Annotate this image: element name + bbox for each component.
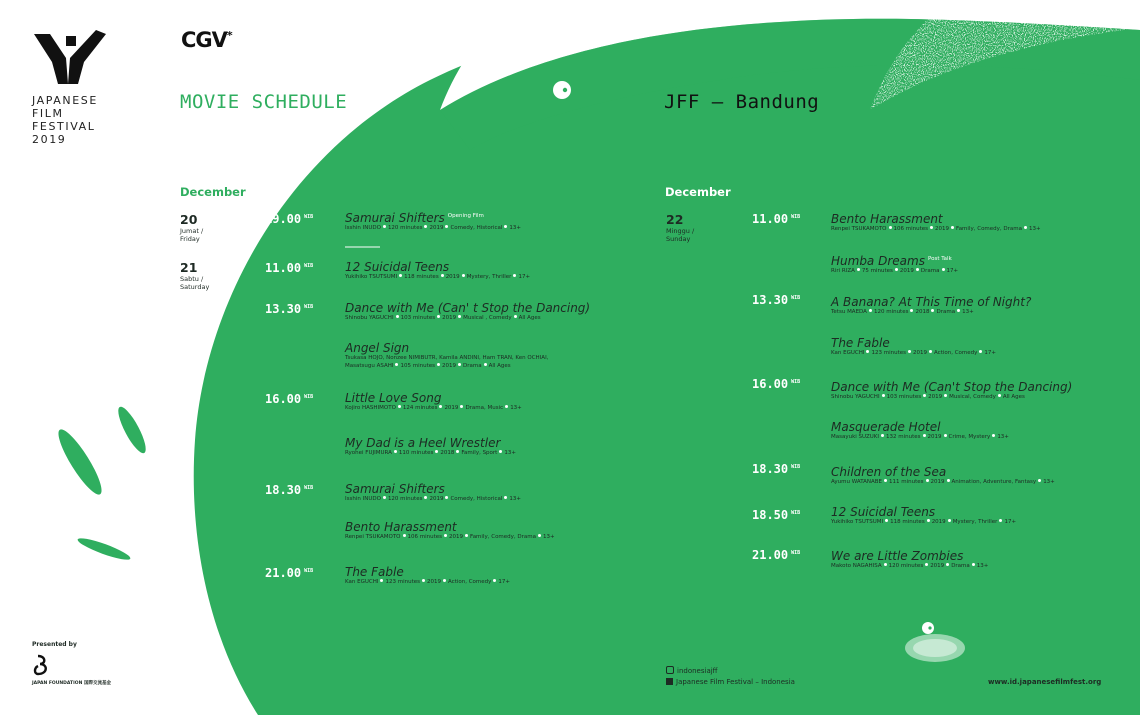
film-entry	[831, 254, 958, 276]
film-entry	[831, 295, 1031, 317]
cgv-brand: CGV	[181, 28, 227, 52]
film-entry	[831, 505, 1016, 527]
cgv-logo	[181, 28, 232, 52]
ball-top	[553, 81, 571, 99]
time-slot: 21.00 $^{WIB}$	[265, 566, 314, 580]
film-entry	[345, 301, 590, 323]
time-slot: 19.00 $^{WIB}$	[265, 212, 314, 226]
film-entry	[831, 420, 1009, 442]
film-meta: Renpei TSUKAMOTO 106 minutes 2019 Family, Comedy, Drama 13+	[345, 534, 555, 540]
right-month: December	[665, 185, 731, 199]
film-meta: Kan EGUCHI 123 minutes 2019 Action, Comedy 17+	[831, 350, 997, 356]
film-title: Little Love Song	[345, 391, 442, 405]
facebook-icon	[666, 678, 673, 685]
film-entry	[345, 436, 516, 458]
film-entry	[831, 336, 996, 358]
festival-line1: JAPANESE	[32, 94, 98, 107]
day-20	[180, 212, 203, 243]
film-title: A Banana? At This Time of Night?	[831, 295, 1032, 309]
film-entry	[345, 341, 548, 370]
film-meta: Yukihiko TSUTSUMI 118 minutes 2019 Mystery, Thriller 17+	[831, 519, 1017, 525]
festival-line3: FESTIVAL	[32, 120, 96, 133]
film-note: Post Talk	[927, 256, 952, 262]
left-month: December	[180, 185, 246, 199]
time-slot: 13.30 $^{WIB}$	[265, 302, 314, 316]
day-name: Jumat / Friday	[180, 227, 204, 243]
green-strokes	[52, 404, 150, 564]
film-title: We are Little Zombies	[831, 549, 964, 563]
page-title: MOVIE SCHEDULE	[180, 91, 348, 113]
time-slot: 18.30 $^{WIB}$	[752, 462, 801, 476]
film-note: Opening Film	[447, 213, 484, 219]
film-meta: Shinobu YAGUCHI 103 minutes 2019 Musical, Comedy All Ages	[831, 394, 1025, 400]
film-meta: Ayumu WATANABE 111 minutes 2019 Animation, Adventure, Fantasy 13+	[831, 479, 1055, 485]
time-slot: 13.30 $^{WIB}$	[752, 293, 801, 307]
film-title: Angel Sign	[345, 341, 410, 355]
film-entry	[831, 380, 1072, 402]
film-meta: Makoto NAGAHISA 120 minutes 2019 Drama 13+	[831, 563, 989, 569]
day-number: 20	[180, 212, 198, 227]
film-meta: Isshin INUDO 120 minutes 2019 Comedy, Historical 13+	[345, 225, 522, 231]
film-meta-directors: Tsukasa HOJO, Nonzee NIMIBUTR, Kamila ANDINI, Ham TRAN, Ken OCHIAI,	[345, 355, 549, 361]
website-link[interactable]: www.id.japanesefilmfest.org	[988, 678, 1102, 686]
film-entry	[831, 465, 1055, 487]
film-meta: Ryohei FUJIMURA 110 minutes 2018 Family, Sport 13+	[345, 450, 516, 456]
film-meta: Tetsu MAEDA 120 minutes 2018 Drama 13+	[831, 309, 974, 315]
film-meta: Riri RIZA 75 minutes 2019 Drama 17+	[831, 268, 959, 274]
jff-logo-icon	[32, 28, 112, 84]
film-title: Bento Harassment	[345, 520, 457, 534]
day-number: 21	[180, 260, 198, 275]
film-meta: Kan EGUCHI 123 minutes 2019 Action, Comedy 17+	[345, 579, 511, 585]
instagram-link[interactable]: indonesiajff	[666, 666, 718, 675]
film-title: 12 Suicidal Teens	[345, 260, 450, 274]
presenter-logo	[32, 654, 111, 686]
festival-line4: 2019	[32, 133, 67, 146]
presenter-name: JAPAN FOUNDATION 国際交流基金	[32, 681, 111, 686]
day-name: Minggu / Sunday	[666, 227, 695, 243]
film-title: Masquerade Hotel	[831, 420, 941, 434]
film-title: The Fable	[345, 565, 404, 579]
location-title: JFF – Bandung	[664, 91, 820, 113]
film-meta: Kojiro HASHIMOTO 124 minutes 2019 Drama, Music 13+	[345, 405, 522, 411]
film-entry	[345, 482, 521, 504]
film-meta: Shinobu YAGUCHI 103 minutes 2019 Musical , Comedy All Ages	[345, 315, 541, 321]
film-entry	[831, 212, 1041, 234]
film-entry	[345, 211, 521, 233]
film-title: The Fable	[831, 336, 890, 350]
film-entry	[345, 520, 555, 542]
film-meta: Isshin INUDO 120 minutes 2019 Comedy, Historical 13+	[345, 496, 522, 502]
time-slot: 11.00 $^{WIB}$	[265, 261, 314, 275]
film-meta: Yukihiko TSUTSUMI 118 minutes 2019 Mystery, Thriller 17+	[345, 274, 531, 280]
presented-by: Presented by	[32, 641, 77, 648]
time-slot: 16.00 $^{WIB}$	[265, 392, 314, 406]
facebook-link[interactable]: Japanese Film Festival – Indonesia	[666, 678, 795, 686]
film-entry	[345, 260, 530, 282]
time-slot: 18.30 $^{WIB}$	[265, 483, 314, 497]
film-title: 12 Suicidal Teens	[831, 505, 936, 519]
film-entry	[345, 391, 522, 413]
day-21	[180, 260, 209, 291]
film-entry	[345, 565, 510, 587]
day-number: 22	[666, 212, 684, 227]
film-title: Humba Dreams	[831, 254, 925, 268]
film-title: Children of the Sea	[831, 465, 947, 479]
time-slot: 18.50 $^{WIB}$	[752, 508, 801, 522]
day-name: Sabtu / Saturday	[180, 275, 210, 291]
film-title: Samurai Shifters	[345, 211, 445, 225]
film-title: Samurai Shifters	[345, 482, 445, 496]
film-meta: Masatsugu ASAHI 105 minutes 2019 Drama All Ages	[345, 362, 511, 369]
film-title: Dance with Me (Can't Stop the Dancing)	[831, 380, 1073, 394]
film-entry	[831, 549, 988, 571]
film-meta: Renpei TSUKAMOTO 106 minutes 2019 Family, Comedy, Drama 13+	[831, 226, 1041, 232]
cgv-star: *	[226, 29, 232, 42]
time-slot: 21.00 $^{WIB}$	[752, 548, 801, 562]
film-title: Bento Harassment	[831, 212, 943, 226]
festival-logo	[32, 28, 112, 146]
festival-name	[32, 94, 112, 146]
festival-line2: FILM	[32, 107, 64, 120]
film-title: My Dad is a Heel Wrestler	[345, 436, 501, 450]
film-title: Dance with Me (Can' t Stop the Dancing)	[345, 301, 591, 315]
japan-foundation-logo-icon	[32, 654, 52, 676]
day-22	[666, 212, 694, 243]
time-slot: 11.00 $^{WIB}$	[752, 212, 801, 226]
instagram-icon	[666, 666, 674, 674]
time-slot: 16.00 $^{WIB}$	[752, 377, 801, 391]
film-meta: Masayuki SUZUKI 132 minutes 2019 Crime, Mystery 13+	[831, 434, 1009, 440]
